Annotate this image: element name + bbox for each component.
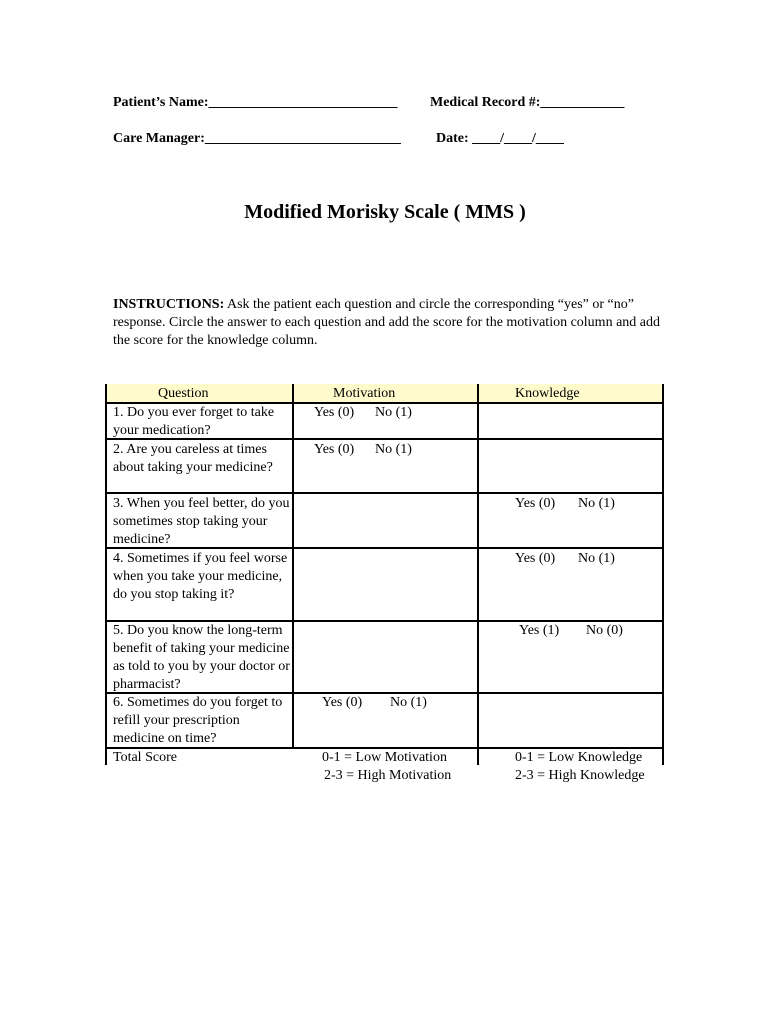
column-header-question: Question bbox=[158, 386, 209, 401]
page-title: Modified Morisky Scale ( MMS ) bbox=[244, 201, 526, 223]
q6-no-option[interactable]: No (1) bbox=[390, 695, 427, 710]
question-6: 6. Sometimes do you forget to refill your prescription medicine on time? bbox=[113, 695, 283, 746]
q6-yes-option[interactable]: Yes (0) bbox=[322, 695, 363, 710]
care-manager-field[interactable]: Care Manager:____________________________ bbox=[113, 131, 401, 146]
medical-record-field[interactable]: Medical Record #:____________ bbox=[430, 95, 625, 110]
q4-no-option[interactable]: No (1) bbox=[578, 551, 615, 566]
question-2: 2. Are you careless at times about taking your medicine? bbox=[113, 442, 273, 475]
q4-yes-option[interactable]: Yes (0) bbox=[515, 551, 556, 566]
column-header-motivation: Motivation bbox=[333, 386, 396, 401]
question-3: 3. When you feel better, do you sometimes stop taking your medicine? bbox=[113, 496, 290, 547]
column-header-knowledge: Knowledge bbox=[515, 386, 580, 401]
question-1: 1. Do you ever forget to take your medication? bbox=[113, 405, 275, 438]
row-divider bbox=[105, 492, 664, 494]
question-5: 5. Do you know the long-term benefit of taking your medicine as told to you by your doctor or pharmacist? bbox=[113, 623, 290, 692]
q2-no-option[interactable]: No (1) bbox=[375, 442, 412, 457]
question-4: 4. Sometimes if you feel worse when you take your medicine, do you stop taking it? bbox=[113, 551, 288, 602]
total-score-label: Total Score bbox=[113, 750, 177, 765]
instructions-text: Ask the patient each question and circle the corresponding “yes” or “no” response. Circle the answer to each question and add the score for the motivation column and add the score for the knowledge column. bbox=[113, 297, 660, 348]
patient-name-field[interactable]: Patient’s Name:___________________________ bbox=[113, 95, 398, 110]
q5-yes-option[interactable]: Yes (1) bbox=[519, 623, 560, 638]
q1-yes-option[interactable]: Yes (0) bbox=[314, 405, 355, 420]
instructions bbox=[113, 296, 663, 350]
q3-no-option[interactable]: No (1) bbox=[578, 496, 615, 511]
table-border-left bbox=[105, 384, 107, 765]
q2-yes-option[interactable]: Yes (0) bbox=[314, 442, 355, 457]
q5-no-option[interactable]: No (0) bbox=[586, 623, 623, 638]
table-divider-2 bbox=[477, 384, 479, 765]
q3-yes-option[interactable]: Yes (0) bbox=[515, 496, 556, 511]
q1-no-option[interactable]: No (1) bbox=[375, 405, 412, 420]
date-field[interactable]: Date: ____/____/____ bbox=[436, 131, 564, 146]
motivation-low-legend: 0-1 = Low Motivation bbox=[322, 750, 447, 765]
motivation-high-legend: 2-3 = High Motivation bbox=[324, 768, 452, 783]
knowledge-high-legend: 2-3 = High Knowledge bbox=[515, 768, 645, 783]
instructions-label: INSTRUCTIONS: bbox=[113, 297, 225, 312]
table-border-right bbox=[662, 384, 664, 765]
knowledge-low-legend: 0-1 = Low Knowledge bbox=[515, 750, 643, 765]
